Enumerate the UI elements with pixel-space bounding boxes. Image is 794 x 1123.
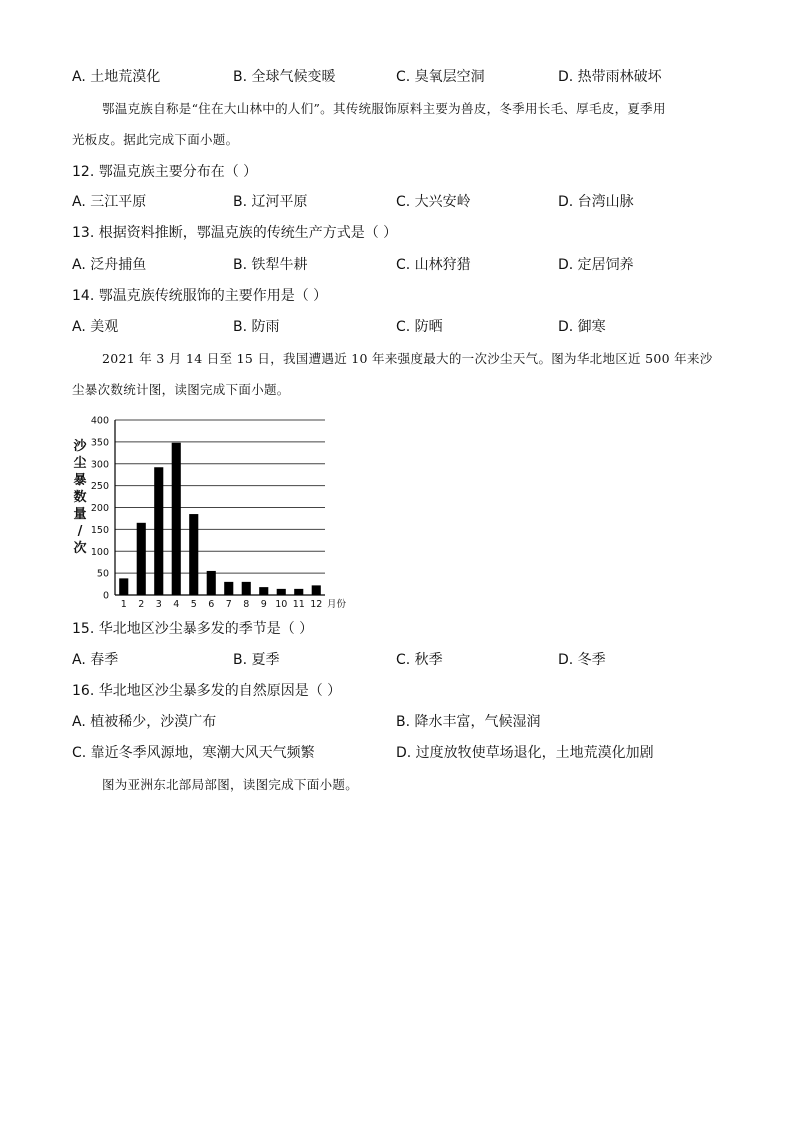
q13-option-d[interactable]: D. 定居饲养 <box>558 257 634 273</box>
q11-option-a[interactable]: A. 土地荒漠化 <box>72 69 161 85</box>
chart-bar-1 <box>119 578 128 595</box>
q14-question: 14. 鄂温克族传统服饰的主要作用是（ ） <box>72 288 328 304</box>
q13-question: 13. 根据资料推断，鄂温克族的传统生产方式是（ ） <box>72 225 398 241</box>
q13-option-a[interactable]: A. 泛舟捕鱼 <box>72 257 147 273</box>
q16-option-b[interactable]: B. 降水丰富，气候湿润 <box>396 714 541 730</box>
chart-ylabel-char: / <box>77 524 83 539</box>
chart-bar-8 <box>242 582 251 595</box>
q14-option-c[interactable]: C. 防晒 <box>396 319 443 335</box>
chart-bar-6 <box>207 571 216 595</box>
chart-xtick-label: 11 <box>292 599 305 610</box>
sandstorm-bar-chart <box>70 410 360 610</box>
chart-ytick-label: 200 <box>90 503 109 514</box>
chart-ylabel-char: 尘 <box>73 456 87 471</box>
chart-bar-9 <box>259 587 268 595</box>
q14-option-a[interactable]: A. 美观 <box>72 319 119 335</box>
q12-option-c[interactable]: C. 大兴安岭 <box>396 194 471 210</box>
chart-ylabel-char: 数 <box>73 490 87 505</box>
q16-option-d[interactable]: D. 过度放牧使草场退化，土地荒漠化加剧 <box>396 745 654 761</box>
chart-bar-2 <box>137 523 146 595</box>
q16-option-c[interactable]: C. 靠近冬季风源地，寒潮大风天气频繁 <box>72 745 315 761</box>
chart-xtick-label: 9 <box>260 599 267 610</box>
q12-option-a[interactable]: A. 三江平原 <box>72 194 147 210</box>
chart-ytick-label: 150 <box>90 524 109 536</box>
chart-bars <box>119 443 321 595</box>
q15-question: 15. 华北地区沙尘暴多发的季节是（ ） <box>72 621 314 637</box>
chart-ylabel-char: 次 <box>73 541 87 556</box>
chart-ytick-label: 100 <box>90 546 109 558</box>
passage1-line1: 鄂温克族自称是“住在大山林中的人们”。其传统服饰原料主要为兽皮，冬季用长毛、厚毛皮，夏季用 <box>102 101 666 116</box>
q12-option-b[interactable]: B. 辽河平原 <box>233 194 308 210</box>
chart-xtick-label: 8 <box>243 599 250 610</box>
chart-ytick-labels <box>91 416 109 602</box>
chart-bar-3 <box>154 467 163 595</box>
q16-question: 16. 华北地区沙尘暴多发的自然原因是（ ） <box>72 683 342 699</box>
chart-ylabel-char: 沙 <box>73 439 87 454</box>
chart-bar-4 <box>172 443 181 595</box>
chart-xtick-label: 6 <box>208 599 215 610</box>
chart-xtick-label: 10 <box>275 599 288 610</box>
chart-ytick-label: 400 <box>90 415 109 427</box>
chart-ytick-label: 50 <box>96 568 109 580</box>
chart-bar-10 <box>277 589 286 595</box>
chart-grid <box>115 420 325 595</box>
q15-option-b[interactable]: B. 夏季 <box>233 652 280 668</box>
chart-ytick-label: 250 <box>90 481 109 493</box>
chart-ytick-label: 0 <box>102 590 109 602</box>
q11-option-c[interactable]: C. 臭氧层空洞 <box>396 69 485 85</box>
q13-option-b[interactable]: B. 铁犁牛耕 <box>233 257 308 273</box>
chart-xtick-label: 5 <box>190 599 197 610</box>
chart-xtick-label: 7 <box>225 599 232 610</box>
chart-xtick-label: 1 <box>120 599 127 610</box>
q15-option-d[interactable]: D. 冬季 <box>558 652 606 668</box>
q16-option-a[interactable]: A. 植被稀少，沙漠广布 <box>72 714 217 730</box>
passage1-line2: 光板皮。据此完成下面小题。 <box>72 132 239 147</box>
chart-ytick-label: 350 <box>90 437 109 449</box>
chart-ylabel-char: 暴 <box>73 473 87 488</box>
chart-bar-7 <box>224 582 233 595</box>
chart-xtick-label: 12 <box>310 599 323 610</box>
chart-bar-11 <box>294 589 303 595</box>
chart-xtick-labels <box>121 599 323 610</box>
q11-option-d[interactable]: D. 热带雨林破坏 <box>558 69 662 85</box>
chart-ytick-label: 300 <box>90 459 109 471</box>
chart-xtick-label: 4 <box>173 599 180 610</box>
q13-option-c[interactable]: C. 山林狩猎 <box>396 257 471 273</box>
passage2-line2: 尘暴次数统计图，读图完成下面小题。 <box>72 382 290 397</box>
chart-bar-12 <box>312 585 321 595</box>
q14-option-d[interactable]: D. 御寒 <box>558 319 606 335</box>
passage3: 图为亚洲东北部局部图，读图完成下面小题。 <box>102 777 359 792</box>
chart-xtick-label: 3 <box>155 599 162 610</box>
q12-option-d[interactable]: D. 台湾山脉 <box>558 194 634 210</box>
chart-xtick-label: 2 <box>138 599 145 610</box>
q14-option-b[interactable]: B. 防雨 <box>233 319 280 335</box>
chart-xlabel: 月份 <box>327 599 347 610</box>
q11-option-b[interactable]: B. 全球气候变暖 <box>233 69 336 85</box>
q12-question: 12. 鄂温克族主要分布在（ ） <box>72 164 258 180</box>
passage2-line1: 2021 年 3 月 14 日至 15 日，我国遭遇近 10 年来强度最大的一次沙尘天气。图为华北地区近 500 年来沙 <box>102 351 713 366</box>
chart-ylabel-char: 量 <box>73 507 87 522</box>
chart-ylabel <box>73 438 87 556</box>
chart-bar-5 <box>189 514 198 595</box>
q15-option-c[interactable]: C. 秋季 <box>396 652 443 668</box>
q15-option-a[interactable]: A. 春季 <box>72 652 119 668</box>
